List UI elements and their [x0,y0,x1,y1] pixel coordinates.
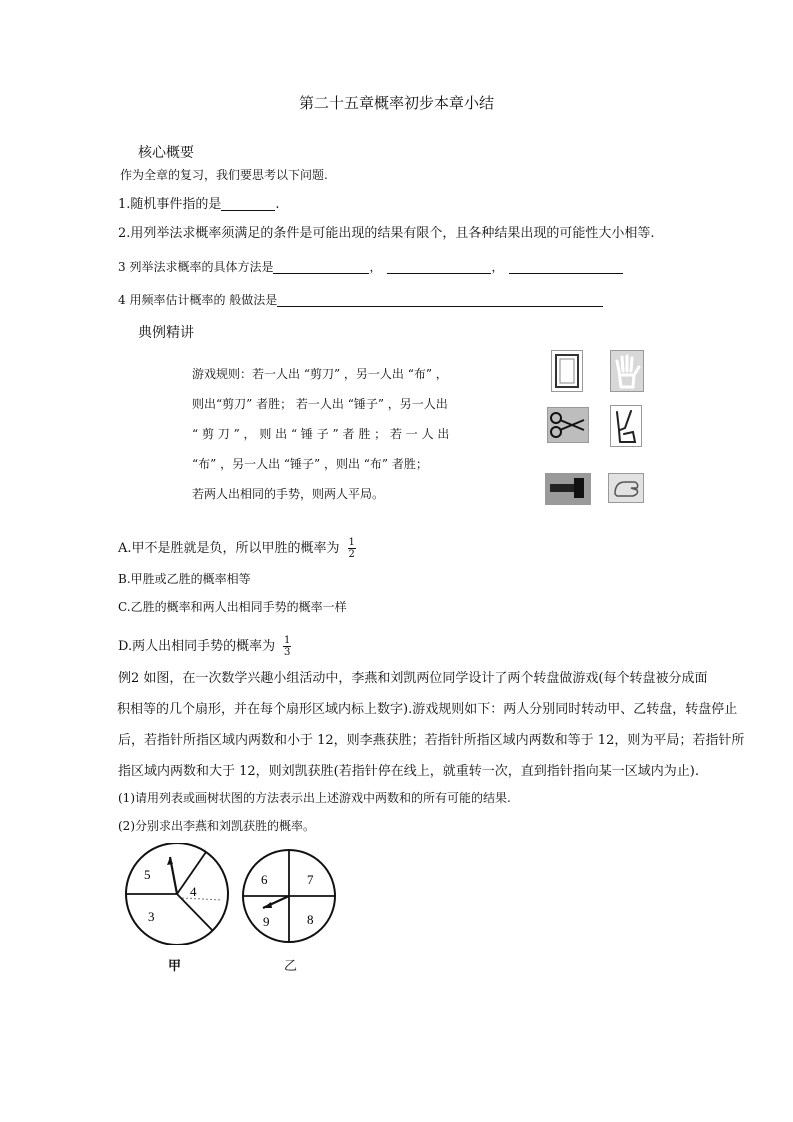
question-2: 2.用列举法求概率须满足的条件是可能出现的结果有限个，且各种结果出现的可能性大小相等. [118,226,655,241]
example-2-line: 积相等的几个扇形，并在每个扇形区域内标上数字).游戏规则如下：两人分别同时转动甲、乙转盘，转盘停止 [117,702,738,717]
question-4-text: 4 用频率估计概率的 般做法是 [118,293,278,307]
rule-line: “ 剪 刀 ” ， 则 出 “ 锤 子 ” 者 胜 ； 若 一 人 出 [192,427,450,441]
numerator: 1 [348,537,355,548]
rule-line: 则出“剪刀” 者胜； 若一人出 “锤子” ，另一人出 [192,397,448,411]
open-hand-icon [610,350,644,392]
rule-line: 游戏规则：若一人出 “剪刀” ，另一人出 “布” ， [192,367,448,381]
question-3-text: 3 列举法求概率的具体方法是 [118,260,274,274]
question-1 [118,193,280,212]
example-2-line: 指区域内两数和大于 12，则刘凯获胜(若指针停在线上，就重转一次，直到指针指向某一区域内为止). [118,764,699,779]
spinner-yi-label: 乙 [284,959,298,974]
option-d [118,635,291,658]
fraction-one-half [348,537,356,560]
page-title: 第二十五章概率初步本章小结 [298,94,494,112]
pointer-arrowhead [263,902,272,908]
option-a [118,537,356,560]
core-heading: 核心概要 [138,145,194,161]
question-1-period: . [275,197,280,212]
question-4 [118,291,603,308]
answer-blank[interactable] [221,196,275,211]
question-3 [118,258,623,275]
separator: ， [491,260,504,274]
rule-line: 若两人出相同的手势，则两人平局。 [192,487,385,501]
example-2 [117,663,745,787]
option-b: B.甲胜或乙胜的概率相等 [118,572,251,586]
question-1-text: 1.随机事件指的是 [118,197,222,212]
option-a-text: A.甲不是胜就是负，所以甲胜的概率为 [118,541,340,556]
spinner-number: 8 [307,912,314,927]
option-c: C.乙胜的概率和两人出相同手势的概率一样 [118,600,347,614]
game-rules [192,359,512,509]
denominator: 3 [284,647,291,658]
faint-mark [182,898,222,900]
paper-icon [551,350,583,392]
fraction-one-third [283,635,291,658]
examples-heading: 典例精讲 [138,325,194,341]
core-intro: 作为全章的复习，我们要思考以下问题. [120,168,328,182]
fist-icon [608,473,644,503]
option-d-text: D.两人出相同手势的概率为 [118,639,276,654]
separator: ， [369,260,382,274]
scissors-icon [547,407,589,443]
spinner-number: 9 [263,914,270,929]
example-2-question-1: (1)请用列表或画树状图的方法表示出上述游戏中两数和的所有可能的结果. [118,791,511,805]
spinner-yi [241,848,337,944]
spinner-number: 6 [261,872,268,887]
rule-line: “布” ，另一人出 “锤子” ，则出 “布” 者胜； [192,457,428,471]
hammer-icon [545,473,591,505]
example-2-line: 后，若指针所指区域内两数和小于 12，则李燕获胜；若指针所指区域内两数和等于 12，则为平局；若指针所 [118,733,745,748]
spinner-number: 7 [307,872,314,887]
spinner-jia [120,843,235,945]
victory-hand-icon [610,405,642,447]
answer-blank[interactable] [387,259,491,274]
answer-blank[interactable] [509,259,623,274]
denominator: 2 [348,549,355,560]
answer-blank[interactable] [273,259,369,274]
spinner-number: 5 [144,867,151,882]
numerator: 1 [284,635,291,646]
example-2-question-2: (2)分别求出李燕和刘凯获胜的概率。 [118,819,315,833]
pointer-arrowhead [167,857,173,865]
example-2-line: 例2 如图，在一次数学兴趣小组活动中，李燕和刘凯两位同学设计了两个转盘做游戏(每个转盘被分成面 [118,671,708,686]
spinner-jia-label: 甲 [168,959,182,974]
spinner-number: 4 [190,884,197,899]
spinner-number: 3 [148,909,155,924]
answer-blank[interactable] [277,292,603,307]
